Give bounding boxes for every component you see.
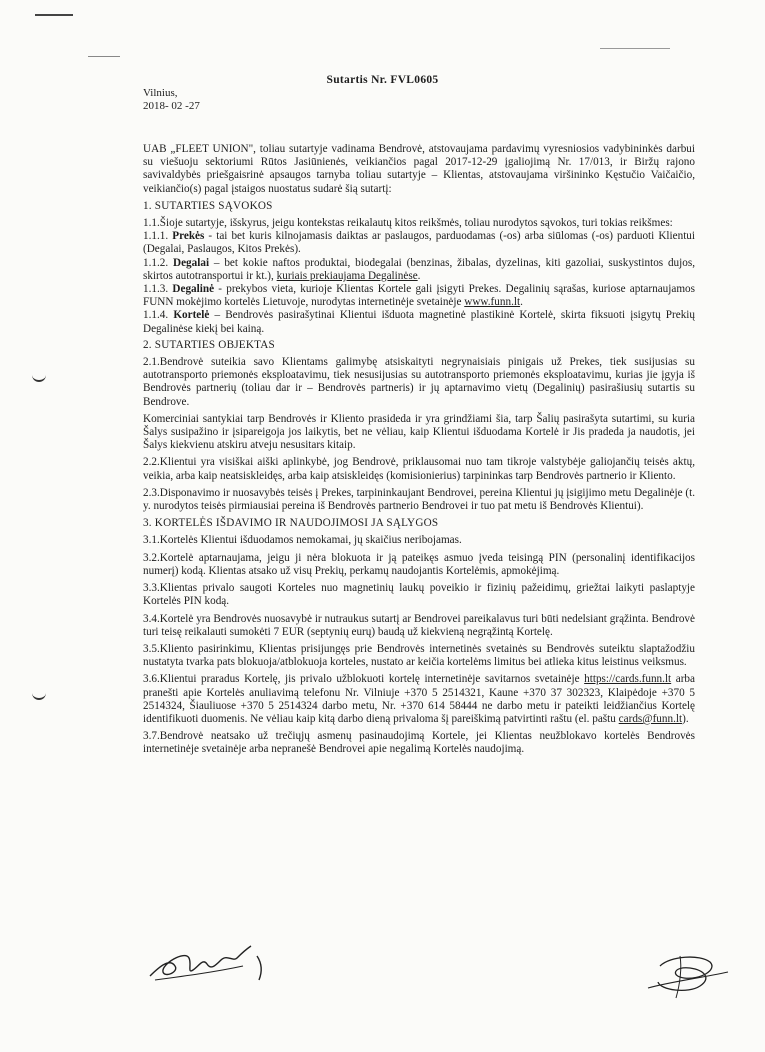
document-title: Sutartis Nr. FVL0605 [326,74,439,86]
definition-term: Kortelė [173,309,210,322]
clause-3-7: 3.7.Bendrovė neatsako už trečiųjų asmenų pasinaudojimą Kortele, jei Klientas neužblokavo kortelės Bendrovės internetinėje svetainėje arba nepranešė Bendrovei apie negalimą Kortelės naudojimą. [143,730,695,756]
punch-hole-mark [32,372,46,382]
punch-hole-mark [32,690,46,700]
scan-artifact-line [35,14,73,16]
clause-2-3: 2.3.Disponavimo ir nuosavybės teisės į Prekes, tarpininkaujant Bendrovei, pereina Klientui jų įsigijimo metu Degalinėje (t. y. nurodytos teisės pirmiausiai pereina iš Bendrovės partnerio Bendrovei ir tuo pat metu iš Bendrovės Klientui). [143,486,695,513]
clause-3-1: 3.1.Kortelės Klientui išduodamos nemokamai, jų skaičius neribojamas. [143,534,462,547]
clause-3-2: 3.2.Kortelė aptarnaujama, jeigu ji nėra blokuota ir ją pateikęs asmuo įveda teisingą PIN (personalinį identifikacijos numerį) kodą. Klientas atsako už visų Prekių, perkamų naudojantis Kortelėmis, apmokėjimą. [143,551,695,577]
date: 2018- 02 -27 [143,100,200,112]
intro-paragraph: UAB „FLEET UNION", toliau sutartyje vadinama Bendrovė, atstovaujama pardavimų vyresniosios vadybininkės darbui su viešuoju sektoriumi Rūtos Jasiūnienės, veikiančios pagal 2017-12-29 įgaliojimą Nr. 17/013, ir Biržų rajono savivaldybės priešgaisrinė apsaugos tarnyba toliau sutartyje – Klientas, atstovaujama viršininko Kęstučio Vaičaičio, veikiančio(s) pagal įstaigos nuostatus sudarė šią sutartį: [143,143,695,195]
signature-left [145,936,295,986]
clause-3-4: 3.4.Kortelė yra Bendrovės nuosavybė ir nutraukus sutartį ar Bendrovei pareikalavus turi būti nedelsiant grąžinta. Bendrovė turi teisę reikalauti sumokėti 7 EUR (septynių eurų) baudą už kiekvieną negrąžintą Kortelę. [143,612,695,638]
definition-term: Degalinė [172,283,215,296]
clause-2-2: 2.2.Klientui yra visiškai aiški aplinkybė, jog Bendrovė, priklausomai nuo tam tikroje valstybėje galiojančių teisės aktų, veikia, arba kaip neatsiskleidęs, arba kaip atsiskleidęs (komisionierius) tarpininkas tarp Bendrovės partnerio ir Kliento. [143,456,695,482]
section-3-heading: 3. KORTELĖS IŠDAVIMO IR NAUDOJIMOSI JA SĄLYGOS [143,517,439,530]
cards-email-link[interactable]: cards@funn.lt [618,712,683,725]
section-1-lead: 1.1.Šioje sutartyje, išskyrus, jeigu kontekstas reikalautų kitos reikšmės, toliau nurodytos sąvokos, turi tokias reikšmes: [143,217,673,230]
cards-website-link[interactable]: https://cards.funn.lt [584,673,672,686]
city: Vilnius, [143,87,178,99]
scan-artifact-line [600,48,670,49]
scan-artifact-line [88,56,120,57]
contract-body [143,143,695,761]
definition-3: 1.1.3. Degalinė - prekybos vieta, kurioje Klientas Kortele gali įsigyti Prekes. Degalinių sąrašas, kuriose aptarnaujamos FUNN mokėjimo kortelės Lietuvoje, nurodytas internetinėje svetainėje www.funn.lt. [143,283,695,309]
section-2-heading: 2. SUTARTIES OBJEKTAS [143,338,275,351]
website-link[interactable]: www.funn.lt [464,296,521,309]
definition-4: 1.1.4. Kortelė – Bendrovės pasirašytinai Klientui išduota magnetinė plastikinė Kortelė, skirta fiksuoti įsigytų Prekių Degalinėse kiekį bei kainą. [143,309,696,335]
document-place-date [143,87,200,113]
clause-3-6: 3.6.Klientui praradus Kortelę, jis privalo užblokuoti kortelę internetinėje savitarnos svetainėje https://cards.funn.lt arba pranešti apie Kortelės anuliavimą telefonu Nr. Vilniuje +370 5 2514321, Kaune +370 37 302323, Klaipėdoje +370 5 2514324, Šiauliuose +370 5 2514324 darbo metu, Nr. +370 614 58444 ne darbo metu ir pateikti leidžiančius Kortelę identifikuoti duomenis. Ne vėliau kaip kitą darbo dieną privaloma šį pareiškimą patvirtinti raštu (el. paštu cards@funn.lt). [143,673,695,725]
definition-1: 1.1.1. Prekės - tai bet kuris kilnojamasis daiktas ar paslaugos, parduodamas (-os) arba siūlomas (-os) parduoti Klientui (Degalai, Paslaugos, Kitos Prekės). [143,230,696,256]
section-1-heading: 1. SUTARTIES SĄVOKOS [143,199,273,212]
definition-term: Degalai [173,256,210,269]
clause-3-5: 3.5.Kliento pasirinkimu, Klientas prisijungęs prie Bendrovės internetinės svetainės su Bendrovės suteiktu slaptažodžiu nustatyta tvarka pats blokuoja/atblokuoja korteles, nustato ar keičia kortelėms limitus bei atlieka kitus leistinus veiksmus. [143,642,695,669]
signature-right [640,948,735,1003]
definition-2: 1.1.2. Degalai – bet kokie naftos produktai, biodegalai (benzinas, žibalas, dyzelinas, kiti gazoliai, suskystintos dujos, skirtos autotransportui ir kt.), kuriais prekiaujama Degalinėse. [143,256,696,282]
definition-term: Prekės [172,230,205,243]
clause-2-1: 2.1.Bendrovė suteikia savo Klientams galimybę atsiskaityti negrynaisiais pinigais už Prekes, tiek susijusias su autotransporto priemonės eksploatavimu, tiek nesusijusias su autotransporto priemonės eksploatavimu, kurias jie įgyja iš Bendrovės partnerių (toliau dar ir – Bendrovės partneris) ir jų aptarnavimo vietų (Degalinių) pasirašiusių sutartis su Bendrove. [143,356,695,408]
clause-3-3: 3.3.Klientas privalo saugoti Korteles nuo magnetinių laukų poveikio ir fizinių pažeidimų, griežtai laikyti paslaptyje Kortelės PIN kodą. [143,582,695,608]
clause-2-1-b: Komerciniai santykiai tarp Bendrovės ir Kliento prasideda ir yra grindžiami šia, tarp Šalių pasirašyta sutartimi, su kuria Šalys susipažino ir įsipareigoja jos laikytis, bet ne vėliau, kaip Klientui išduodama Kortelė ir Jis pradeda ja naudotis, jei Šalys kiekvienu atskiru atveju nesusitars kitaip. [143,412,695,452]
